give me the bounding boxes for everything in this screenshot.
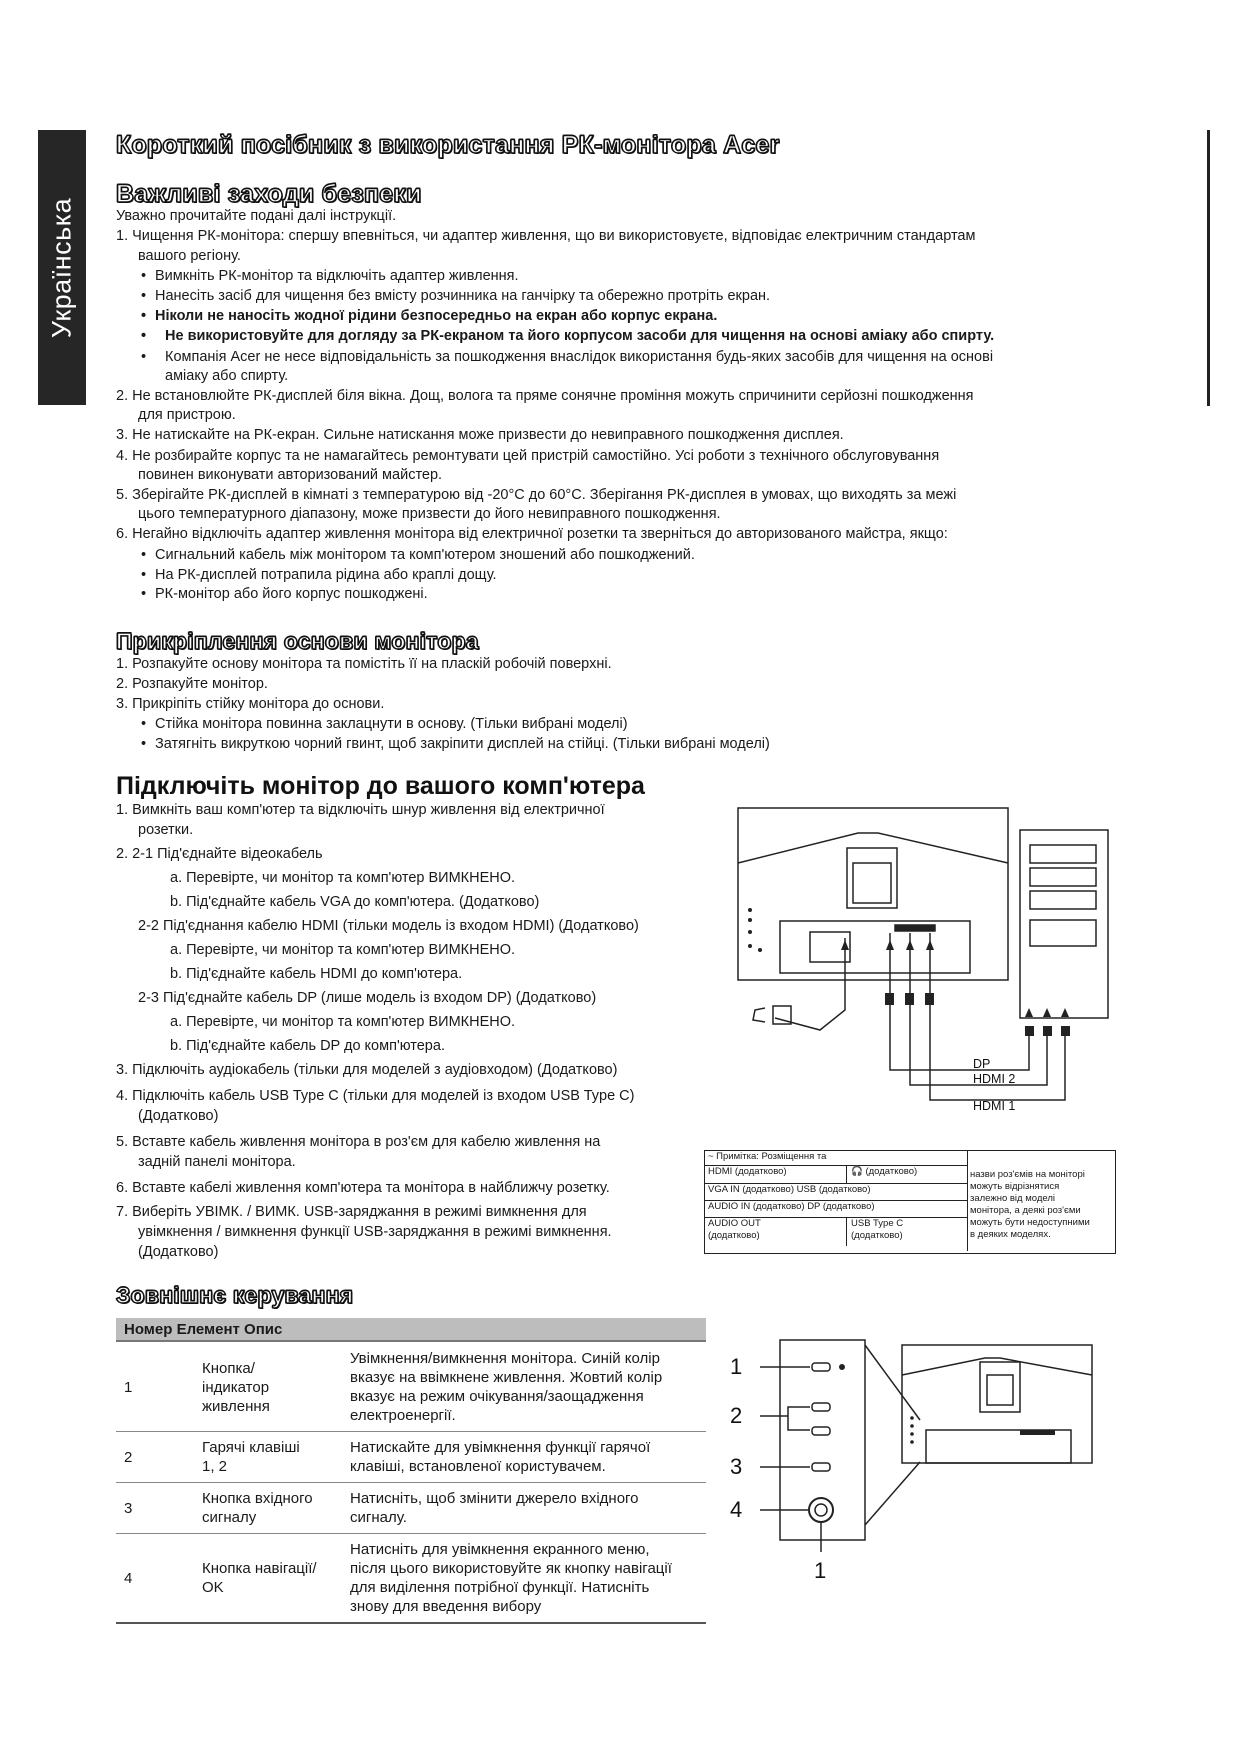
monitor-back-outline bbox=[738, 808, 1008, 980]
connect-step-5-cont: задній панелі монітора. bbox=[138, 1154, 296, 1170]
safety-item-1: 1. Чищення РК-монітора: спершу впевніться, чи адаптер живлення, що ви використовуєте, відповідає електричним стандартам bbox=[116, 228, 976, 244]
safety-item-3: 3. Не натискайте на РК-екран. Сильне натискання може призвести до невиправного пошкодження дисплея. bbox=[116, 427, 844, 443]
label-hdmi2: HDMI 2 bbox=[973, 1072, 1016, 1086]
controls-table bbox=[116, 1343, 706, 1624]
row-description: Увімкнення/вимкнення монітора. Синій колір вказує на ввімкнене живлення. Жовтий колір вказує на режим очікування/заощадження електроенергії. bbox=[346, 1343, 706, 1432]
safety-item-5: 5. Зберігайте РК-дисплей в кімнаті з температурою від -20°C до 60°C. Зберігання РК-дисплея в умовах, що виходять за межі bbox=[116, 487, 957, 503]
connect-step-2-1a: a. Перевірте, чи монітор та комп'ютер ВИМКНЕНО. bbox=[170, 870, 516, 886]
connect-step-7-cont: увімкнення / вимкнення функції USB-заряджання в режимі вимкнення. bbox=[138, 1224, 612, 1240]
connect-step-4: 4. Підключіть кабель USB Type C (тільки для моделей із входом USB Type C) bbox=[116, 1088, 635, 1104]
safety-item-2-cont: для пристрою. bbox=[138, 407, 236, 423]
row-number: 3 bbox=[116, 1483, 198, 1534]
row-element: Кнопка навігації/ OK bbox=[198, 1534, 346, 1624]
safety-sub-6c: • РК-монітор або його корпус пошкоджені. bbox=[141, 586, 428, 602]
note-hdmi: HDMI (додатково) bbox=[705, 1166, 847, 1183]
base-item-1: 1. Розпакуйте основу монітора та помістіть її на пласкій робочій поверхні. bbox=[116, 656, 612, 672]
table-row bbox=[116, 1483, 706, 1534]
safety-sub-6a: • Сигнальний кабель між монітором та комп'ютером зношений або пошкоджений. bbox=[141, 547, 695, 563]
controls-diagram bbox=[730, 1330, 1110, 1600]
note-box bbox=[704, 1150, 1116, 1254]
note-right-line: в деяких моделях. bbox=[970, 1229, 1051, 1240]
safety-item-2: 2. Не встановлюйте РК-дисплей біля вікна. Дощ, волога та пряме сонячне проміння можуть спричинити серйозні пошкодження bbox=[116, 388, 974, 404]
language-label: Українська bbox=[46, 197, 77, 338]
safety-item-6: 6. Негайно відключіть адаптер живлення монітора від електричної розетки та зверніться до авторизованого майстра, якщо: bbox=[116, 526, 948, 542]
row-description: Натисніть, щоб змінити джерело вхідного сигналу. bbox=[346, 1483, 706, 1534]
safety-intro: Уважно прочитайте подані далі інструкції. bbox=[116, 208, 397, 224]
controls-heading: Зовнішнє керування bbox=[116, 1282, 354, 1308]
note-usbc-opt: (додатково) bbox=[851, 1230, 903, 1241]
row-element: Кнопка вхідного сигналу bbox=[198, 1483, 346, 1534]
base-item-2: 2. Розпакуйте монітор. bbox=[116, 676, 268, 692]
connect-heading: Підключіть монітор до вашого комп'ютера bbox=[116, 772, 645, 800]
base-item-3: 3. Прикріпіть стійку монітора до основи. bbox=[116, 696, 385, 712]
label-dp: DP bbox=[973, 1057, 991, 1071]
note-right-line: назви роз'ємів на моніторі bbox=[970, 1169, 1085, 1180]
connect-step-2-2b: b. Під'єднайте кабель HDMI до комп'ютера. bbox=[170, 966, 463, 982]
note-audio-dp: AUDIO IN (додатково) DP (додатково) bbox=[705, 1201, 967, 1218]
label-hdmi1: HDMI 1 bbox=[973, 1099, 1016, 1113]
callout-1-bottom: 1 bbox=[814, 1558, 827, 1583]
row-description: Натисніть для увімкнення екранного меню, після цього використовуйте як кнопку навігації для виділення потрібної функції. Натисніть знову для введення вибору bbox=[346, 1534, 706, 1624]
note-vga-usb: VGA IN (додатково) USB (додатково) bbox=[705, 1184, 967, 1201]
note-usbc: USB Type C bbox=[851, 1218, 904, 1229]
connect-step-2-3a: a. Перевірте, чи монітор та комп'ютер ВИМКНЕНО. bbox=[170, 1014, 516, 1030]
row-number: 1 bbox=[116, 1343, 198, 1432]
row-description: Натискайте для увімкнення функції гарячої клавіші, встановленої користувачем. bbox=[346, 1432, 706, 1483]
note-audio-out-opt: (додатково) bbox=[708, 1230, 760, 1241]
table-row bbox=[116, 1432, 706, 1483]
connect-step-2-3b: b. Під'єднайте кабель DP до комп'ютера. bbox=[170, 1038, 445, 1054]
safety-item-5-cont: цього температурного діапазону, може призвести до його невиправного пошкодження. bbox=[138, 506, 721, 522]
connect-step-7-cont2: (Додатково) bbox=[138, 1244, 219, 1260]
pc-tower bbox=[1020, 830, 1108, 1018]
language-side-tab bbox=[38, 130, 86, 405]
page-title: Короткий посібник з використання РК-монітора Acer bbox=[116, 131, 780, 159]
note-right-line: монітора, а деякі роз'єми bbox=[970, 1205, 1081, 1216]
safety-sub-5-cont: аміаку або спирту. bbox=[165, 368, 289, 384]
safety-sub-1: • Вимкніть РК-монітор та відключіть адаптер живлення. bbox=[141, 268, 519, 284]
note-right-line: можуть бути недоступними bbox=[970, 1217, 1090, 1228]
connect-step-2-2a: a. Перевірте, чи монітор та комп'ютер ВИМКНЕНО. bbox=[170, 942, 516, 958]
connect-step-7: 7. Виберіть УВІМК. / ВИМК. USB-заряджання в режимі вимкнення для bbox=[116, 1204, 587, 1220]
base-sub-2: • Затягніть викруткою чорний гвинт, щоб закріпити дисплей на стійці. (Тільки вибрані моделі) bbox=[141, 736, 770, 752]
note-audio-out: AUDIO OUT bbox=[708, 1218, 761, 1229]
safety-heading: Важливі заходи безпеки bbox=[116, 180, 422, 208]
safety-item-4: 4. Не розбирайте корпус та не намагайтесь ремонтувати цей пристрій самостійно. Усі роботи з технічного обслуговування bbox=[116, 448, 940, 464]
controls-table-header: Номер Елемент Опис bbox=[116, 1318, 706, 1342]
row-element: Кнопка/ індикатор живлення bbox=[198, 1343, 346, 1432]
base-sub-1: • Стійка монітора повинна заклацнути в основу. (Тільки вибрані моделі) bbox=[141, 716, 628, 732]
row-element: Гарячі клавіші 1, 2 bbox=[198, 1432, 346, 1483]
callout-4: 4 bbox=[730, 1497, 743, 1522]
note-right-line: можуть відрізнятися bbox=[970, 1181, 1060, 1192]
connect-step-2-2: 2-2 Під'єднання кабелю HDMI (тільки модель із входом HDMI) (Додатково) bbox=[138, 918, 639, 934]
safety-sub-2: • Нанесіть засіб для чищення без вмісту розчинника на ганчірку та обережно протріть екран. bbox=[141, 288, 771, 304]
margin-bar bbox=[1207, 130, 1210, 406]
connect-step-2-1b: b. Під'єднайте кабель VGA до комп'ютера. (Додатково) bbox=[170, 894, 540, 910]
safety-sub-6b: • На РК-дисплей потрапила рідина або краплі дощу. bbox=[141, 567, 497, 583]
connect-step-2: 2. 2-1 Під'єднайте відеокабель bbox=[116, 846, 323, 862]
safety-item-1-cont: вашого регіону. bbox=[138, 248, 241, 264]
row-number: 2 bbox=[116, 1432, 198, 1483]
headphone-icon: 🎧 bbox=[851, 1166, 866, 1177]
note-right-line: залежно від моделі bbox=[970, 1193, 1055, 1204]
connect-step-2-3: 2-3 Під'єднайте кабель DP (лише модель із входом DP) (Додатково) bbox=[138, 990, 597, 1006]
connect-step-1: 1. Вимкніть ваш комп'ютер та відключіть шнур живлення від електричної bbox=[116, 802, 605, 818]
safety-sub-5: • Компанія Acer не несе відповідальність за пошкодження внаслідок використання будь-яких засобів для чищення на основі bbox=[141, 349, 994, 365]
note-headphone: 🎧 (додатково) bbox=[851, 1166, 918, 1177]
safety-sub-4: • Не використовуйте для догляду за РК-екраном та його корпусом засоби для чищення на основі аміаку або спирту. bbox=[141, 328, 995, 344]
safety-sub-3: • Ніколи не наносіть жодної рідини безпосередньо на екран або корпус екрана. bbox=[141, 308, 718, 324]
table-row bbox=[116, 1343, 706, 1432]
connect-step-1-cont: розетки. bbox=[138, 822, 194, 838]
callout-3: 3 bbox=[730, 1454, 743, 1479]
table-row bbox=[116, 1534, 706, 1624]
connect-step-4-cont: (Додатково) bbox=[138, 1108, 219, 1124]
note-title: ~ Примітка: Розміщення та bbox=[705, 1151, 967, 1166]
base-heading: Прикріплення основи монітора bbox=[116, 628, 479, 654]
connect-step-3: 3. Підключіть аудіокабель (тільки для моделей з аудіовходом) (Додатково) bbox=[116, 1062, 618, 1078]
connect-step-6: 6. Вставте кабелі живлення комп'ютера та монітора в найближчу розетку. bbox=[116, 1180, 610, 1196]
callout-1: 1 bbox=[730, 1354, 743, 1379]
callout-2: 2 bbox=[730, 1403, 743, 1428]
connection-diagram bbox=[735, 800, 1115, 1120]
safety-item-4-cont: повинен виконувати авторизований майстер. bbox=[138, 467, 443, 483]
connect-step-5: 5. Вставте кабель живлення монітора в роз'єм для кабелю живлення на bbox=[116, 1134, 601, 1150]
row-number: 4 bbox=[116, 1534, 198, 1624]
